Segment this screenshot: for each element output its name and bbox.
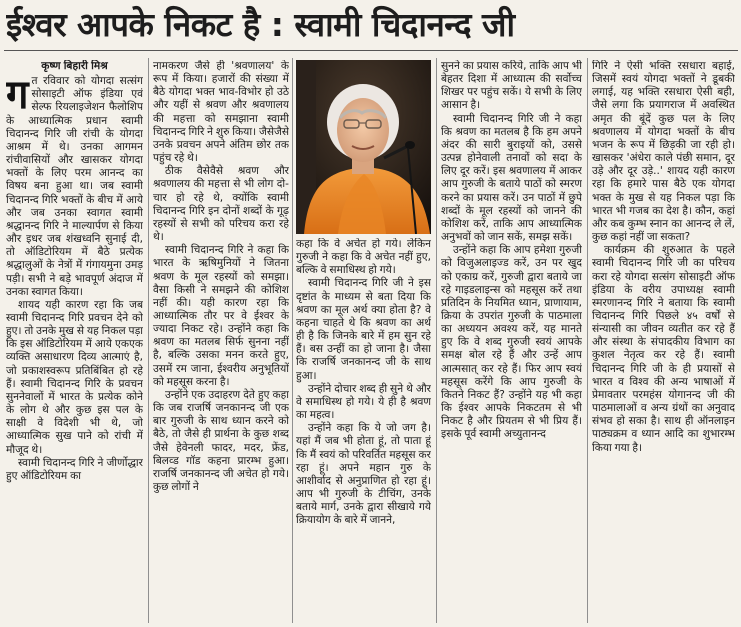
paragraph: ठीक वैसेवैसे श्रवण और श्रवणालय की महत्ता से भी लोग दो-चार हो रहे थे, क्योंकि स्वामी चिदानन्द गिरि इन दोनों शब्दों के गूढ़ रहस्यों से सभी को परिचय करा रहे थे। xyxy=(153,165,289,244)
paragraph: स्वामी चिदानन्द गिरि ने कहा कि भारत के ऋषिमुनियों ने जितना श्रवण के मूल रहस्यों को समझा। वैसा किसी ने समझने की कोशिश नहीं की। यही कारण रहा कि आध्यात्मिक तौर पर वे ईश्वर के ज्यादा निकट रहे। उन्होंने कहा कि श्रवण का मतलब सिर्फ सुनना नहीं है, बल्कि उसका मनन करते हुए, उसमें रम जाना, ईश्वरीय अनुभूतियों को महसूस करना है। xyxy=(153,244,289,388)
byline: कृष्ण बिहारी मिश्र xyxy=(41,60,108,72)
paragraph: उन्होंने कहा कि आप हमेशा गुरुजी को विजुअलाइज्ड करें, उन पर खुद को एकाग्र करें, गुरुजी द्वारा बताये जा रहे गाइडलाइन्स को महसूस करें तथा प्रतिदिन के नियमित ध्यान, प्राणायाम, क्रिया के उपरांत गुरुजी के पाठमाला का अध्ययन अवश्य करें, यह मानते हुए कि वे शब्द गुरुजी स्वयं आपके समक्ष बोल रहे हैं और उन्हें आप आत्मसात् कर रहे हैं। फिर आप स्वयं महसूस करेंगे कि आप गुरुजी के कितने निकट हैं? उन्होंने यह भी कहा कि ईश्वर आपके निकटतम से भी निकट है और प्रियतम से भी प्रिय हैं। इसके पूर्व स्वामी अच्युतानन्द xyxy=(441,244,582,441)
paragraph: गिरि ने ऐसी भक्ति रसधारा बहाई, जिसमें स्वयं योगदा भक्तों ने डूबकी लगाई, यह भक्ति रसधारा ऐसी बही, जैसे लगा कि प्रयागराज में अवस्थित अमृत की बूंदें कुछ पल के लिए श्रवणालय में योगदा भक्तों के बीच भजन के रूप में छिड़की जा रही हो। खासकर 'अंधेरा काले पंछी समान, दूर उड़े और दूर उड़े..' शायद यही कारण रहा कि हमारे पास बैठे एक योगदा भक्त के मुख से यह निकल पड़ा कि भारत भी गजब का देश है। कौन, कहां और कब कुम्भ स्नान का आनन्द ले लें, कुछ कहां नहीं जा सकता? xyxy=(592,60,735,244)
paragraph: शायद यही कारण रहा कि जब स्वामी चिदानन्द गिरि प्रवचन देने को हुए। तो उनके मुख से यह निकल पड़ा कि इस ऑडिटोरियम में आये एकएक व्यक्ति असाधारण दिव्य आत्माएं है, जो प्रकाशस्वरूप प्रतिबिंबित हो रहे हैं। स्वामी चिदानन्द गिरि के प्रवचन सुननेवालों में भारत के प्रत्येक कोने के लोग थे और कुछ इस पल के साक्षी वे विदेशी भी थे, जो आध्यात्मिक सुख पाने को रांची में मौजूद थे। xyxy=(6,298,143,456)
paragraph: स्वामी चिदानन्द गिरि ने जीर्णोद्धार हुए ऑडिटोरियम का xyxy=(6,456,143,482)
column-separator xyxy=(148,58,149,623)
paragraph: त रविवार को योगदा सत्संग सोसाइटी ऑफ इंडिया एवं सेल्फ रियलाइजेशन फैलोशिप के आध्यात्मिक प्रधान स्वामी चिदानन्द गिरि जी रांची के योगदा आश्रम में थे। उनका आगमन रांचीवासियों और खासकर योगदा भक्तों के लिए परम आनन्द का विषय बना हुआ था। जब स्वामी चिदानन्द गिरि भक्तों के बीच में आये और जब उनका स्वागत स्वामी श्रद्धानन्द गिरि ने माल्यार्पण से किया और इधर जब शंखध्वनि सुनाई दी, तो ऑडिटोरियम में बैठे प्रत्येक श्रद्धालुओं के नेत्रों में गंगायमुना उमड़ पड़ी। सभी ने बड़े भावपूर्ण अंदाज में उनका स्वागत किया। xyxy=(6,75,143,298)
speaker-photo-image xyxy=(296,60,431,234)
article-column-2 xyxy=(153,60,289,623)
column-separator xyxy=(587,58,588,623)
article-column-4 xyxy=(441,60,582,623)
speaker-photo xyxy=(296,60,431,234)
column-separator xyxy=(292,58,293,623)
paragraph: स्वामी चिदानन्द गिरि जी ने कहा कि श्रवण का मतलब है कि हम अपने अंदर की सारी बुराइयों को, उससे उत्पन्न होनेवाली तनावों को सदा के लिए दूर करें। इस श्रवणालय में आकर आप गुरुजी के बताये पाठों को स्मरण करने का प्रयास करें। उन पाठों में छुपे शब्दों के मूल रहस्यों को जानने की कोशिश करें, ताकि आप आध्यात्मिक अनुभवों को जान सकें, समझ सकें। xyxy=(441,112,582,244)
article-column-3 xyxy=(296,238,431,623)
paragraph: उन्होंने दोचार शब्द ही सुने थे और वे समाधिस्थ हो गये। ये ही है श्रवण का महत्व। xyxy=(296,382,431,422)
paragraph: उन्होंने कहा कि ये जो जग है। यहां मैं जब भी होता हूं, तो पाता हूं कि मैं स्वयं को परिवर्तित महसूस कर रहा हूं। अपने महान गुरु के आशीर्वाद से अनुप्राणित हो रहा हूं। आप भी गुरुजी के टीचिंग, उनके बताये मार्ग, उनके द्वारा सीखाये गये क्रियायोग के बारे में जानने, xyxy=(296,422,431,527)
article-column-5 xyxy=(592,60,735,623)
headline-rule xyxy=(4,50,738,51)
column-separator xyxy=(436,58,437,623)
article-column-1 xyxy=(6,60,143,623)
paragraph: उन्होंने एक उदाहरण देते हुए कहा कि जब राजर्षि जनकानन्द जी एक बार गुरुजी के साथ ध्यान करने को बैठे, तो जैसे ही प्रार्थना के कुछ शब्द जैसे हेवेनली फादर, मदर, फ्रेंड, बिलव्ड गॉड कहना प्रारम्भ हुआ। राजर्षि जनकानन्द जी अचेत हो गये। कुछ लोगों ने xyxy=(153,388,289,493)
paragraph: नामकरण जैसे ही 'श्रवणालय' के रूप में किया। हजारों की संख्या में बैठे योगदा भक्त भाव-विभोर हो उठे और यहीं से श्रवण और श्रवणालय की महत्ता को समझाना स्वामी चिदानन्द गिरि ने शुरु किया। जैसेजैसे उनके प्रवचन अपने अंतिम छोर तक पहुंच रहे थे। xyxy=(153,60,289,165)
paragraph: स्वामी चिदानन्द गिरि जी ने इस दृष्टांत के माध्यम से बता दिया कि श्रवण का मूल अर्थ क्या होता है? वे कहना चाहते थे कि श्रवण का अर्थ ही है कि जिनके बारे में हम सुन रहे हैं। बस उन्हीं का हो जाना है। जैसा कि राजर्षि जनकानन्द जी के साथ हुआ। xyxy=(296,277,431,382)
paragraph: कार्यक्रम की शुरुआत के पहले स्वामी चिदानन्द गिरि जी का परिचय करा रहे योगदा सत्संग सोसाइटी ऑफ इंडिया के वरीय उपाध्यक्ष स्वामी स्मरणानन्द गिरि ने बताया कि स्वामी चिदानन्द गिरि पिछले ४५ वर्षों से संन्यासी का जीवन व्यतीत कर रहे हैं और संस्था के संपादकीय विभाग का कुशल नेतृत्व कर रहे हैं। स्वामी चिदानन्द गिरि जी के ही प्रयासों से भारत व विश्व की अन्य भाषाओं में प्रेमावतार परमहंस योगानन्द जी की पाठमालाओं व अन्य ग्रंथों का अनुवाद संभव हो सका है। साथ ही ऑनलाइन पाठ्यक्रम व ध्यान आदि का शुभारम्भ किया गया है। xyxy=(592,244,735,454)
dropcap: ग xyxy=(6,72,29,119)
headline: ईश्वर आपके निकट है : स्वामी चिदानन्द जी xyxy=(6,5,515,44)
paragraph: सुनने का प्रयास करिये, ताकि आप भी बेहतर दिशा में आध्यात्म की सर्वोच्च शिखर पर पहुंच सकें। ये सभी के लिए आसान है। xyxy=(441,60,582,112)
paragraph: कहा कि वे अचेत हो गये। लेकिन गुरुजी ने कहा कि वे अचेत नहीं हुए, बल्कि वे समाधिस्थ हो गये। xyxy=(296,238,431,277)
